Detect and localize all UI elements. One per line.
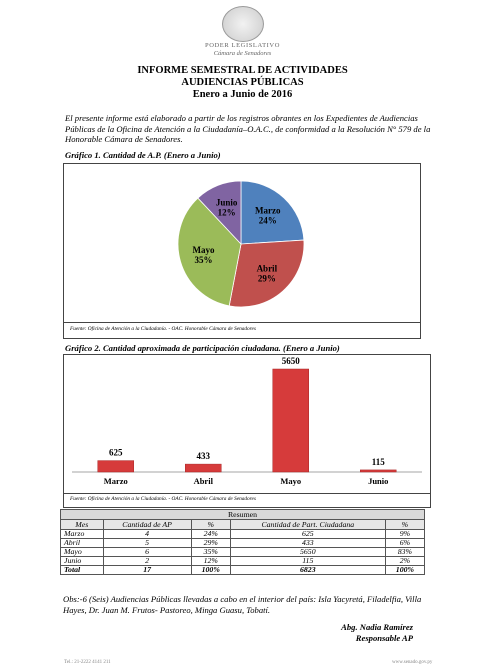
cell-month: Mayo (61, 548, 104, 557)
table-row (61, 557, 425, 566)
bar-chart (64, 355, 430, 493)
x-tick-label: Marzo (103, 476, 128, 486)
chart2-frame (63, 354, 431, 508)
header-pct-ap: % (191, 520, 230, 530)
bar-marzo (98, 461, 134, 472)
cell-part: 5650 (230, 548, 385, 557)
table-row (61, 530, 425, 539)
table-row (61, 548, 425, 557)
pie-label: Abril (256, 263, 278, 274)
pie-percent-label: 12% (217, 207, 236, 218)
report-title-line1: INFORME SEMESTRAL DE ACTIVIDADES (137, 65, 348, 76)
senate-seal-logo (222, 6, 264, 42)
cell-month: Abril (61, 539, 104, 548)
org-line-2: Cámara de Senadores (213, 50, 272, 57)
pie-label: Marzo (254, 205, 281, 216)
cell-ap-pct: 29% (191, 539, 230, 548)
cell-part: 625 (230, 530, 385, 539)
header-part-ciudadana: Cantidad de Part. Ciudadana (230, 520, 385, 530)
signature-role: Responsable AP (355, 633, 413, 643)
report-title-line3: Enero a Junio de 2016 (192, 89, 293, 100)
org-line-1: PODER LEGISLATIVO (204, 42, 281, 49)
summary-table (60, 509, 425, 575)
pie-percent-label: 35% (194, 254, 213, 265)
cell-ap-pct: 24% (191, 530, 230, 539)
cell-ap: 6 (103, 548, 191, 557)
bar-abril (185, 464, 221, 472)
chart1-caption: Gráfico 1. Cantidad de A.P. (Enero a Junio) (65, 150, 221, 160)
cell-month: Marzo (61, 530, 104, 539)
signature-name: Abg. Nadia Ramírez (341, 622, 413, 632)
bar-mayo (273, 369, 309, 472)
chart2-source: Fuente: Oficina de Atención a la Ciudadanía. - OAC. Honorable Cámara de Senadores (70, 496, 256, 502)
cell-ap-pct: 12% (191, 557, 230, 566)
cell-total-label: Total (61, 566, 104, 575)
footer-left: Tel.: 21-2222 4141 211 (64, 660, 111, 665)
cell-part: 433 (230, 539, 385, 548)
table-row (61, 539, 425, 548)
intro-paragraph: El presente informe está elaborado a partir de los registros obrantes en los Expedientes de Audiencias Públicas de la Oficina de Atención a la Ciudadanía–O.A.C., de conformidad a la Resolución N° 579 de la Honorable Cámara de Senadores. (65, 113, 431, 144)
table-total-row (61, 566, 425, 575)
pie-label: Junio (215, 197, 238, 208)
summary-title: Resumen (61, 510, 425, 520)
cell-total-ap-pct: 100% (191, 566, 230, 575)
bar-value-label: 5650 (281, 356, 300, 366)
bar-value-label: 115 (371, 456, 385, 467)
cell-part-pct: 6% (385, 539, 424, 548)
cell-total-part: 6823 (230, 566, 385, 575)
bar-junio (360, 470, 396, 472)
cell-part-pct: 9% (385, 530, 424, 539)
x-tick-label: Junio (368, 476, 389, 486)
summary-header-row (61, 520, 425, 530)
header-pct-part: % (385, 520, 424, 530)
chart1-source: Fuente: Oficina de Atención a la Ciudadanía. - OAC. Honorable Cámara de Senadores (70, 326, 256, 332)
report-title-line2: AUDIENCIAS PÚBLICAS (181, 77, 304, 88)
cell-ap: 4 (103, 530, 191, 539)
observation-note: Obs:-6 (Seis) Audiencias Públicas llevadas a cabo en el interior del país: Isla Yacyretá, Filadelfia, Villa Hayes, Dr. Juan M. Frutos- Pastoreo, Minga Guasu, Tobatí. (63, 594, 422, 615)
header-mes: Mes (61, 520, 104, 530)
x-tick-label: Mayo (280, 476, 302, 486)
bar-value-label: 433 (196, 451, 210, 462)
cell-month: Junio (61, 557, 104, 566)
header-cantidad-ap: Cantidad de AP (103, 520, 191, 530)
footer-right: www.senado.gov.py (392, 660, 433, 665)
cell-total-part-pct: 100% (385, 566, 424, 575)
pie-percent-label: 29% (257, 273, 276, 284)
pie-percent-label: 24% (258, 215, 277, 226)
chart2-caption: Gráfico 2. Cantidad aproximada de participación ciudadana. (Enero a Junio) (65, 343, 340, 353)
cell-part-pct: 83% (385, 548, 424, 557)
cell-part: 115 (230, 557, 385, 566)
cell-total-ap: 17 (103, 566, 191, 575)
pie-chart (64, 164, 420, 322)
cell-ap-pct: 35% (191, 548, 230, 557)
cell-part-pct: 2% (385, 557, 424, 566)
cell-ap: 5 (103, 539, 191, 548)
x-tick-label: Abril (193, 476, 213, 486)
pie-label: Mayo (192, 244, 215, 255)
bar-value-label: 625 (109, 447, 123, 458)
chart1-frame (63, 163, 421, 339)
cell-ap: 2 (103, 557, 191, 566)
